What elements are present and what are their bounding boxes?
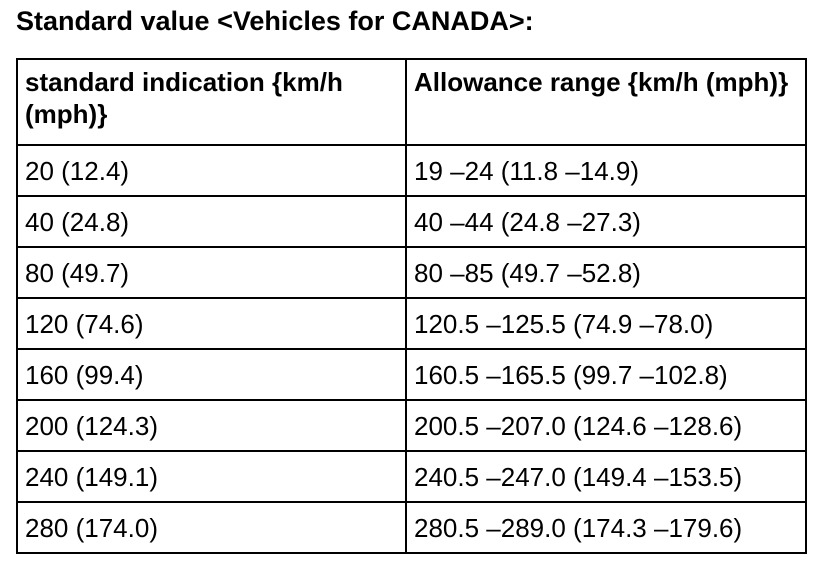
table-row [17,349,806,400]
speedometer-standard-value-table [16,58,807,554]
table-row [17,502,806,553]
standard-indication-cell: 240 (149.1) [17,451,406,502]
standard-indication-cell: 80 (49.7) [17,247,406,298]
standard-indication-cell: 160 (99.4) [17,349,406,400]
standard-indication-cell: 280 (174.0) [17,502,406,553]
standard-indication-cell: 200 (124.3) [17,400,406,451]
standard-indication-cell: 40 (24.8) [17,196,406,247]
standard-indication-cell: 120 (74.6) [17,298,406,349]
allowance-range-cell: 280.5 –289.0 (174.3 –179.6) [406,502,806,553]
table-row [17,298,806,349]
allowance-range-cell: 80 –85 (49.7 –52.8) [406,247,806,298]
table-row [17,247,806,298]
table-row [17,400,806,451]
allowance-range-cell: 19 –24 (11.8 –14.9) [406,145,806,196]
table-row [17,145,806,196]
allowance-range-cell: 160.5 –165.5 (99.7 –102.8) [406,349,806,400]
allowance-range-cell: 40 –44 (24.8 –27.3) [406,196,806,247]
column-header-allowance-range: Allowance range {km/h (mph)} [406,59,806,145]
table-row [17,196,806,247]
table-row [17,451,806,502]
allowance-range-cell: 120.5 –125.5 (74.9 –78.0) [406,298,806,349]
column-header-standard-indication: standard indication {km/h (mph)} [17,59,406,145]
section-heading: Standard value <Vehicles for CANADA>: [16,6,534,36]
standard-indication-cell: 20 (12.4) [17,145,406,196]
allowance-range-cell: 240.5 –247.0 (149.4 –153.5) [406,451,806,502]
table-header-row [17,59,806,145]
allowance-range-cell: 200.5 –207.0 (124.6 –128.6) [406,400,806,451]
